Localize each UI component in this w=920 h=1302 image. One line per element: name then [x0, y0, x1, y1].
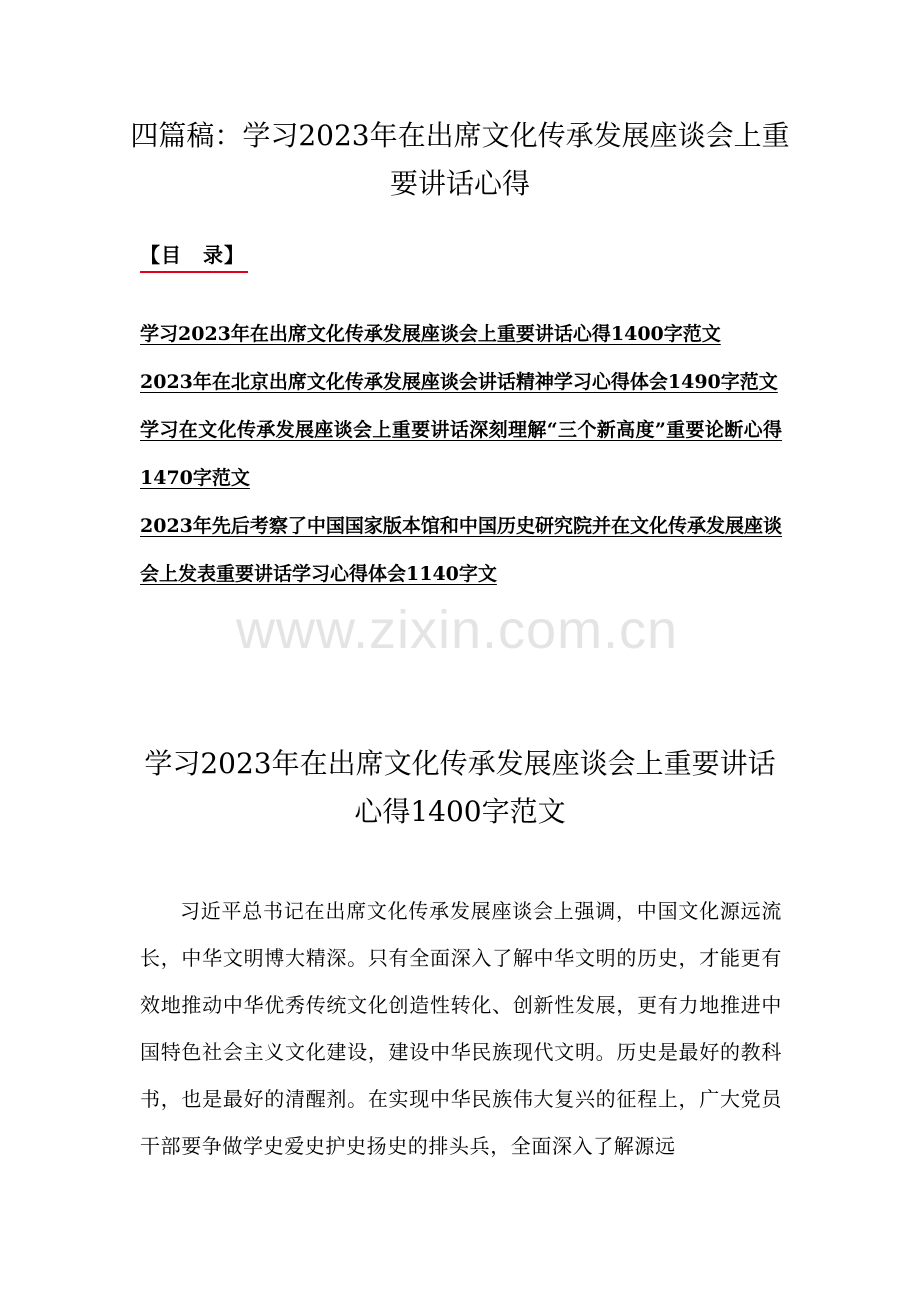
document-title: 四篇稿：学习2023年在出席文化传承发展座谈会上重要讲话心得 — [130, 119, 790, 200]
toc-heading-underline — [140, 271, 248, 273]
section-title: 学习2023年在出席文化传承发展座谈会上重要讲话心得1400字范文 — [144, 747, 776, 828]
body-paragraph: 习近平总书记在出席文化传承发展座谈会上强调，中国文化源远流长，中华文明博大精深。只有全面深入了解中华文明的历史，才能更有效地推动中华优秀传统文化创造性转化、创新性发展，更有力地推进中国特色社会主义文化建设，建设中华民族现代文明。历史是最好的教科书，也是最好的清醒剂。在实现中华民族伟大复兴的征程上，广大党员干部要争做学史爱史护史扬史的排头兵，全面深入了解源远 — [140, 899, 782, 1158]
toc-heading: 【目 录】 — [140, 243, 245, 267]
watermark: www.zixin.com.cn — [236, 600, 679, 660]
toc-item-1[interactable]: 学习2023年在出席文化传承发展座谈会上重要讲话心得1400字范文 — [140, 323, 721, 345]
toc-item-2[interactable]: 2023年在北京出席文化传承发展座谈会讲话精神学习心得体会1490字范文 — [140, 371, 778, 393]
toc-item-4[interactable]: 2023年先后考察了中国国家版本馆和中国历史研究院并在文化传承发展座谈会上发表重要讲话学习心得体会1140字文 — [140, 515, 782, 585]
table-of-contents — [140, 310, 782, 598]
toc-item-3[interactable]: 学习在文化传承发展座谈会上重要讲话深刻理解“三个新高度”重要论断心得1470字范文 — [140, 419, 782, 489]
